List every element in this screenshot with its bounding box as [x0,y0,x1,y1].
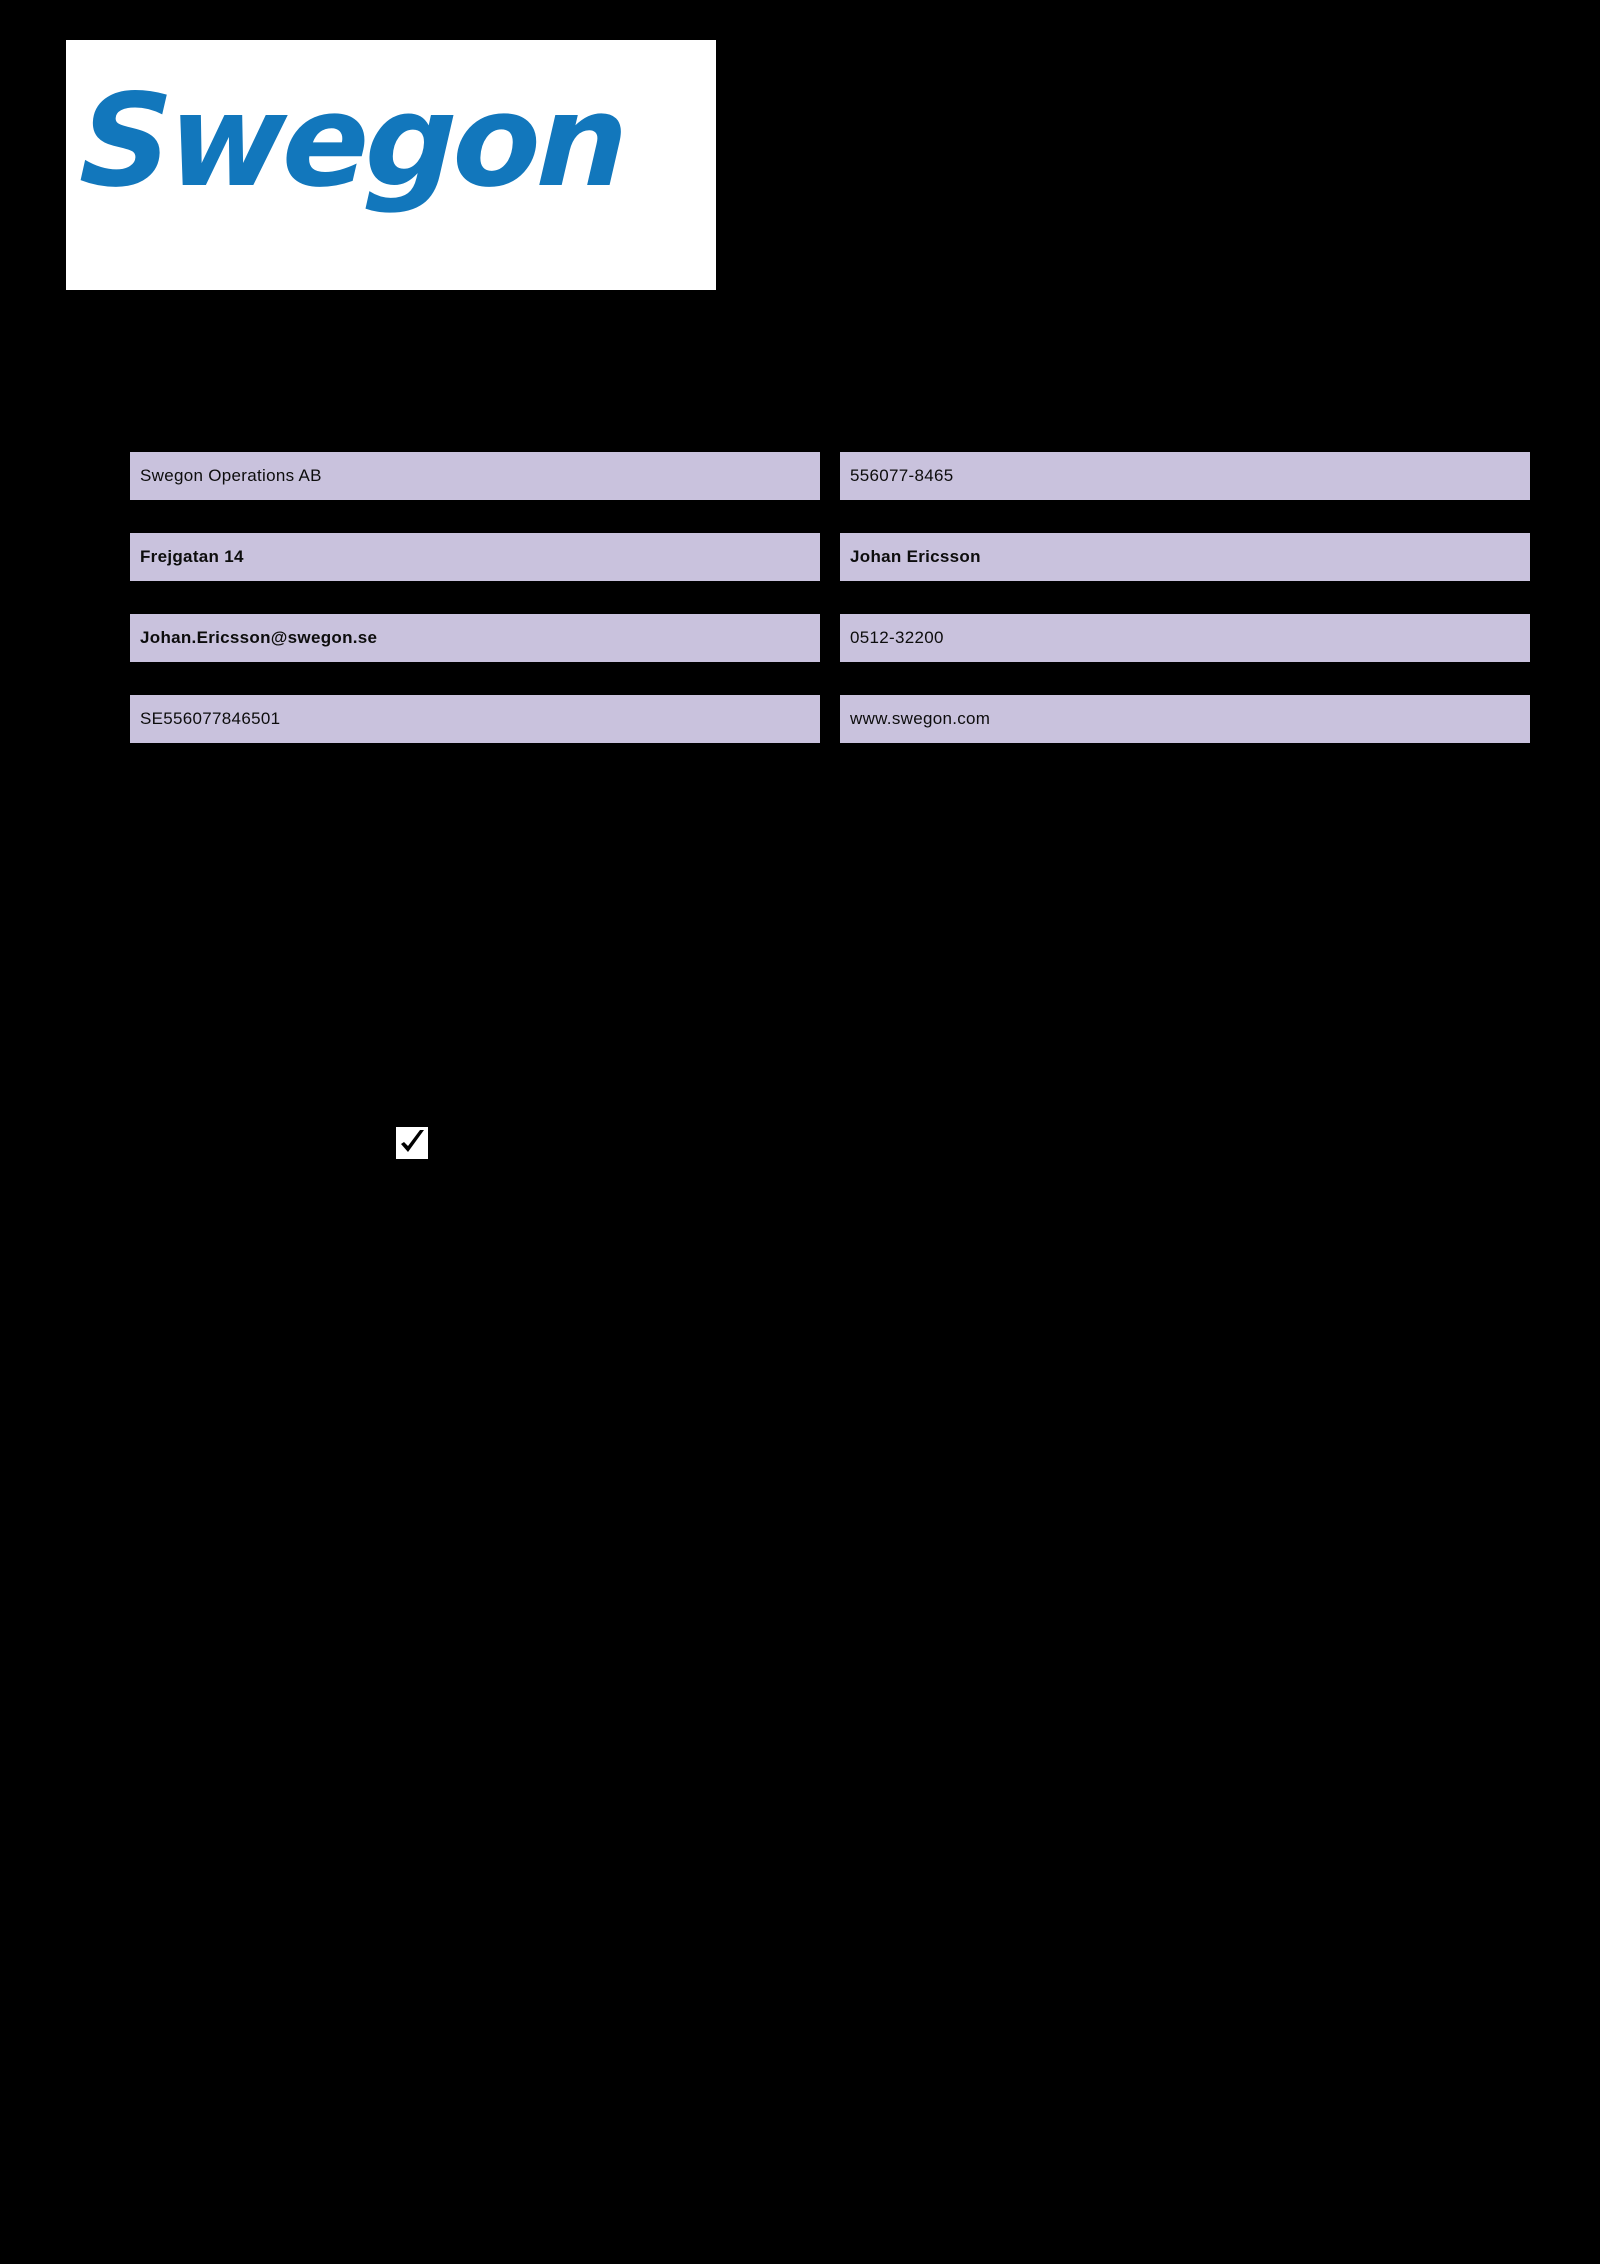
org-number-field[interactable] [840,452,1530,500]
logo-underbar [82,236,710,248]
contact-person-value: Johan Ericsson [850,547,981,566]
org-number-value: 556077-8465 [850,466,954,485]
form-row [130,452,1530,500]
address-field[interactable] [130,533,820,581]
company-name-field[interactable] [130,452,820,500]
phone-field[interactable] [840,614,1530,662]
website-value: www.swegon.com [850,709,991,728]
form-row [130,533,1530,581]
phone-value: 0512-32200 [850,628,944,647]
vat-number-field[interactable] [130,695,820,743]
contact-details-form [130,452,1530,776]
email-field[interactable] [130,614,820,662]
website-field[interactable] [840,695,1530,743]
company-logo [66,40,716,290]
logo-wordmark: Swegon [77,67,627,216]
confirmation-checkbox[interactable] [394,1125,430,1161]
form-row [130,614,1530,662]
email-value: Johan.Ericsson@swegon.se [140,628,378,647]
checkmark-icon [396,1127,428,1159]
company-name-value: Swegon Operations AB [140,466,322,485]
vat-number-value: SE556077846501 [140,709,281,728]
address-value: Frejgatan 14 [140,547,244,566]
form-row [130,695,1530,743]
contact-person-field[interactable] [840,533,1530,581]
